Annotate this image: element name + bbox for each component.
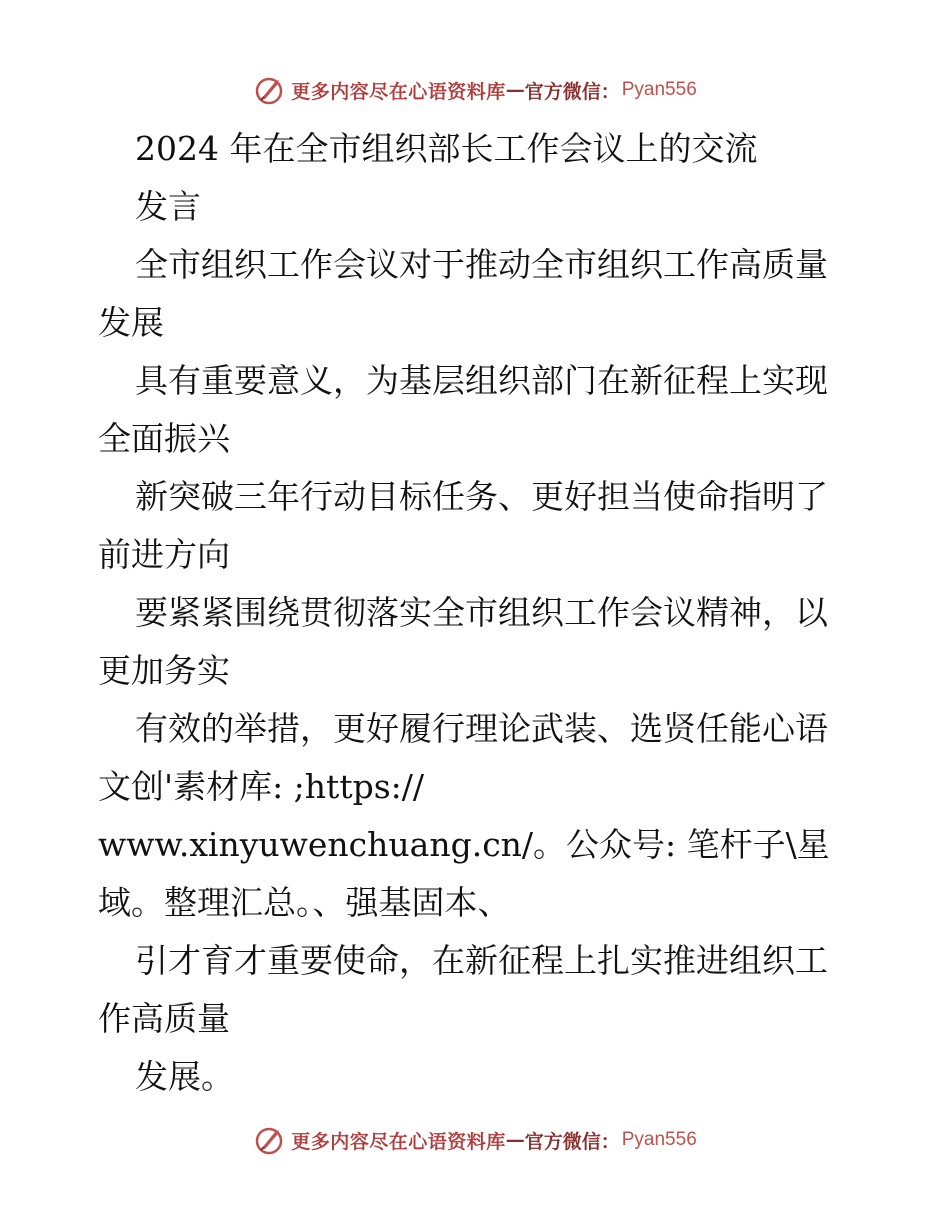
banner-brand-text: 更多内容尽在心语资料库 [291,1130,506,1153]
header-banner [0,70,950,110]
quill-logo-icon [253,1124,285,1156]
paragraph-line: 发展。 [135,1057,234,1096]
paragraph-line: 全面振兴 [98,419,230,458]
banner-dash: — [505,1129,525,1151]
banner-contact-label: 官方微信： [524,1130,620,1153]
paragraph-line: 有效的举措，更好履行理论武装、选贤任能心语 [135,709,828,748]
paragraph-line: 要紧紧围绕贯彻落实全市组织工作会议精神，以 [135,593,828,632]
paragraph-line: 引才育才重要使命，在新征程上扎实推进组织工 [135,941,828,980]
document-body [98,120,858,1106]
paragraph-line: 前进方向 [98,535,230,574]
doc-title-line-1: 2024 年在全市组织部长工作会议上的交流 [135,129,758,168]
banner-contact-label: 官方微信： [524,80,620,103]
paragraph-line: 文创'素材库: ;https:// [98,767,424,806]
paragraph-line: 作高质量 [98,999,230,1038]
banner-dash: — [505,79,525,101]
doc-title-line-2: 发言 [135,187,201,226]
quill-logo-icon [253,74,285,106]
paragraph-line: 具有重要意义，为基层组织部门在新征程上实现 [135,361,828,400]
paragraph-line: 发展 [98,303,164,342]
paragraph-line: 新突破三年行动目标任务、更好担当使命指明了 [135,477,828,516]
footer-banner [0,1120,950,1160]
banner-wechat-id: Pyan556 [621,1129,697,1150]
banner-wechat-id: Pyan556 [621,79,697,100]
banner-brand-text: 更多内容尽在心语资料库 [291,80,506,103]
url-line: www.xinyuwenchuang.cn/。公众号: 笔杆子\星 [98,825,830,864]
paragraph-line: 域。整理汇总。、强基固本、 [98,883,511,922]
paragraph-line: 全市组织工作会议对于推动全市组织工作高质量 [135,245,828,284]
paragraph-line: 更加务实 [98,651,230,690]
